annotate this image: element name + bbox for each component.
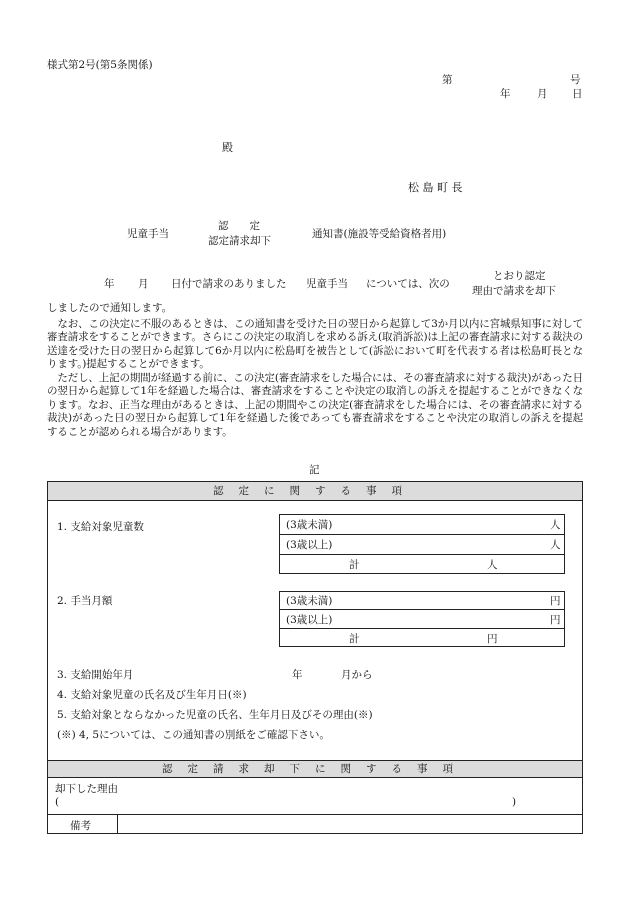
doc-number-suffix: 号 <box>570 74 581 86</box>
amount-over3-unit: 円 <box>550 614 561 626</box>
issuer-name: 松 島 町 長 <box>408 181 463 194</box>
title-notice: 通知書(施設等受給資格者用) <box>312 228 447 240</box>
addressee-suffix: 殿 <box>222 141 233 154</box>
amount-over3-label: (3歳以上) <box>286 614 333 626</box>
count-under3-label: (3歳未満) <box>286 519 333 531</box>
date-month: 月 <box>537 88 548 100</box>
remarks-label: 備考 <box>70 820 91 832</box>
item3-label: 3. 支給開始年月 <box>57 669 134 681</box>
title-option-rejection: 認定請求却下 <box>208 235 271 247</box>
reason-paren-close: ) <box>512 796 517 808</box>
ki-marker: 記 <box>309 464 320 476</box>
divider <box>117 814 118 834</box>
appeal-paragraph: なお、この決定に不服のあるときは、この通知書を受けた日の翌日から起算して3か月以内に宮城県知事に対して審査請求をすることができます。さらにこの決定の取消しを求める訴え(取消訴訟)は上記の審査請求に対する裁決の送達を受けた日の翌日から起算して6か月以内に松島町を被告として(訴訟において町を代表する者は松島町長となります。)提起することができます。 <box>47 318 583 371</box>
divider <box>279 534 565 535</box>
notice-continuation: しましたので通知します。 <box>47 302 173 314</box>
notice-option-approve: とおり認定 <box>493 270 546 282</box>
count-total-label: 計 <box>349 559 360 571</box>
notice-about: については、次の <box>366 278 450 290</box>
notice-year: 年 <box>104 278 115 290</box>
title-option-approval: 認 定 <box>218 220 260 232</box>
notice-allowance: 児童手当 <box>306 278 348 290</box>
title-allowance: 児童手当 <box>127 228 169 240</box>
notice-month: 月 <box>138 278 149 290</box>
count-total-unit: 人 <box>487 559 498 571</box>
divider <box>47 814 583 815</box>
start-month: 月から <box>341 669 373 681</box>
date-year: 年 <box>500 88 511 100</box>
divider <box>279 609 565 610</box>
form-number: 様式第2号(第5条関係) <box>47 59 153 71</box>
divider <box>279 628 565 629</box>
deadline-paragraph: ただし、上記の期間が経過する前に、この決定(審査請求をした場合には、その審査請求に対する裁決)があった日の翌日から起算して1年を経過した場合は、審査請求をすることや決定の取消しの訴えを提起することができなくなります。なお、正当な理由があるときは、上記の期間やこの決定(審査請求をした場合には、その審査請求に対する裁決)があった日の翌日から起算して1年を経過した後であっても審査請求をすることや決定の取消しの訴えを提起することが認められる場合があります。 <box>47 372 583 438</box>
item2-label: 2. 手当月額 <box>57 595 113 607</box>
item1-label: 1. 支給対象児童数 <box>57 521 144 533</box>
reason-paren-open: ( <box>55 796 60 808</box>
item4-label: 4. 支給対象児童の氏名及び生年月日(※) <box>57 689 247 701</box>
count-over3-unit: 人 <box>550 539 561 551</box>
rejection-reason-label: 却下した理由 <box>55 783 118 795</box>
count-under3-unit: 人 <box>550 519 561 531</box>
notice-option-reject: 理由で請求を却下 <box>472 285 556 297</box>
amount-total-label: 計 <box>349 633 360 645</box>
count-over3-label: (3歳以上) <box>286 539 333 551</box>
amount-total-unit: 円 <box>487 633 498 645</box>
section-rejection-header: 認定請求却下に関する事項 <box>47 760 583 778</box>
divider <box>279 554 565 555</box>
start-year: 年 <box>292 669 303 681</box>
amount-under3-unit: 円 <box>550 595 561 607</box>
date-day: 日 <box>572 88 583 100</box>
attachment-note: (※) 4, 5については、この通知書の別紙をご確認下さい。 <box>57 729 330 741</box>
notice-day-text: 日付で請求のありました <box>171 278 287 290</box>
item5-label: 5. 支給対象とならなかった児童の氏名、生年月日及びその理由(※) <box>57 709 373 721</box>
doc-number-prefix: 第 <box>442 74 453 86</box>
section-approval-header: 認定に関する事項 <box>47 481 583 501</box>
amount-under3-label: (3歳未満) <box>286 595 333 607</box>
